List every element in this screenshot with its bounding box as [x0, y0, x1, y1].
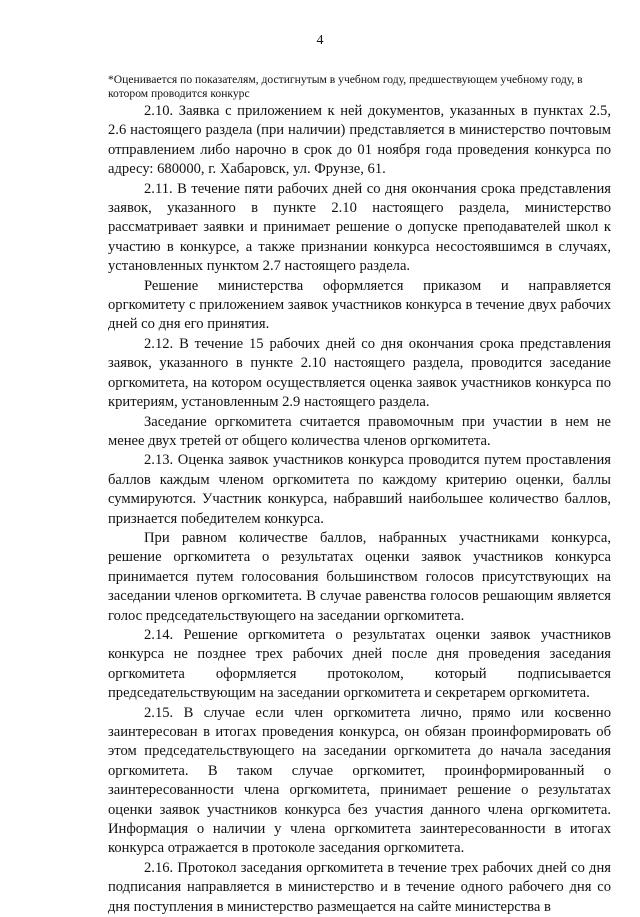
paragraph-ministry-decision: Решение министерства оформляется приказом и направляется оргкомитету с приложением заявок участников конкурса в течение двух рабочих дней со дня его принятия. — [108, 277, 611, 333]
paragraph-quorum: Заседание оргкомитета считается правомочным при участии в нем не менее двух третей от общего количества членов оргкомитета. — [108, 413, 611, 449]
paragraph-equal-scores: При равном количестве баллов, набранных участниками конкурса, решение оргкомитета о результатах оценки заявок участников конкурса принимается путем голосования большинством голосов присутствующих на заседании членов оргкомитета. В случае равенства голосов решающим является голос председательствующего на заседании оргкомитета. — [108, 529, 611, 624]
paragraph-2-15: 2.15. В случае если член оргкомитета лично, прямо или косвенно заинтересован в итогах проведения конкурса, он обязан проинформировать об этом председательствующего на заседании оргкомитета до начала заседания оргкомитета. В таком случае оргкомитет, проинформированный о заинтересованности члена оргкомитета, принимает решение о результатах оценки заявок участников конкурса без участия данного члена оргкомитета. Информация о наличии у члена оргкомитета заинтересованности в итогах конкурса отражается в протоколе заседания оргкомитета. — [108, 704, 611, 857]
paragraph-2-10: 2.10. Заявка с приложением к ней документов, указанных в пунктах 2.5, 2.6 настоящего раздела (при наличии) представляется в министерство почтовым отправлением либо нарочно в срок до 01 ноября года проведения конкурса по адресу: 680000, г. Хабаровск, ул. Фрунзе, 61. — [108, 103, 611, 178]
footnote: *Оценивается по показателям, достигнутым в учебном году, предшествующем учебному году, в котором проводится конкурс — [108, 73, 583, 100]
paragraph-2-14: 2.14. Решение оргкомитета о результатах оценки заявок участников конкурса не позднее трех рабочих дней после дня проведения заседания оргкомитета оформляется протоколом, который подписывается председательствующим на заседании оргкомитета и секретарем оргкомитета. — [108, 626, 611, 702]
paragraph-2-11: 2.11. В течение пяти рабочих дней со дня окончания срока представления заявок, указанного в пункте 2.10 настоящего раздела, министерство рассматривает заявки и принимает решение о допуске преподавателей школ к участию в конкурсе, а также признании конкурса несостоявшимся в случаях, установленных пунктом 2.7 настоящего раздела. — [108, 180, 611, 275]
document-body — [108, 102, 611, 917]
paragraph-2-12: 2.12. В течение 15 рабочих дней со дня окончания срока представления заявок, указанного в пункте 2.10 настоящего раздела, проводится заседание оргкомитета, на котором осуществляется оценка заявок участников конкурса по критериям, установленным 2.9 настоящего раздела. — [108, 335, 611, 411]
page-number: 4 — [316, 33, 324, 48]
paragraph-2-16: 2.16. Протокол заседания оргкомитета в течение трех рабочих дней со дня подписания направляется в министерство и в течение одного рабочего дня со дня поступления в министерство размещается на сайте министерства в — [108, 859, 611, 915]
paragraph-2-13: 2.13. Оценка заявок участников конкурса проводится путем проставления баллов каждым членом оргкомитета по каждому критерию оценки, баллы суммируются. Участник конкурса, набравший наибольшее количество баллов, признается победителем конкурса. — [108, 452, 611, 527]
